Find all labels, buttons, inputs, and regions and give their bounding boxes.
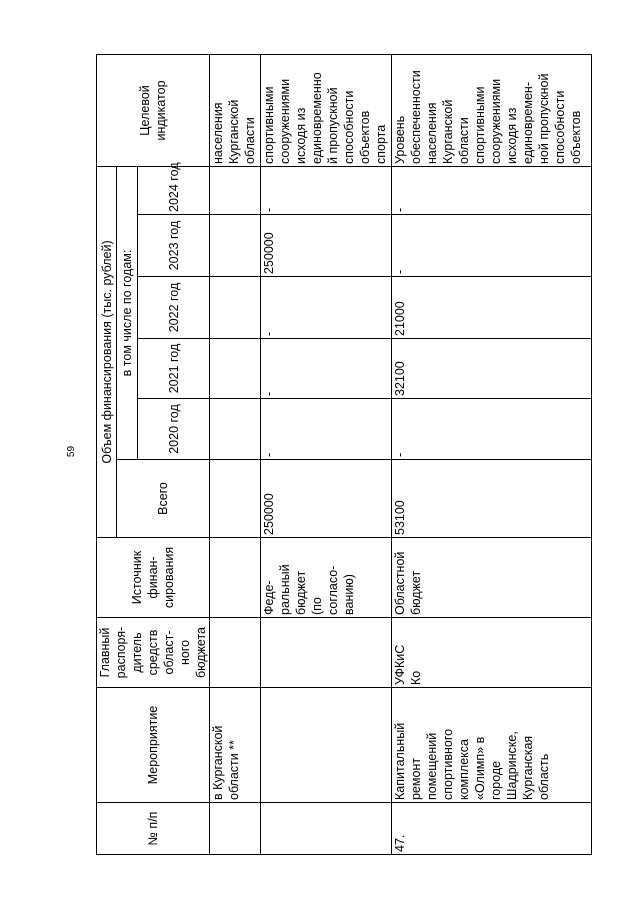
cell-2024: - [261, 166, 392, 214]
header-year-2020: 2020 год [138, 399, 210, 460]
cell-manager: УФКиС Ко [392, 618, 592, 688]
cell-source: Областной бюджет [392, 538, 592, 618]
header-year-2021: 2021 год [138, 339, 210, 399]
cell-2023 [210, 215, 261, 277]
header-by-years: в том числе по годам: [117, 166, 138, 459]
table-row [261, 54, 392, 854]
rotated-table-container [96, 55, 631, 855]
cell-indicator: населения Курганской области [210, 54, 261, 166]
cell-total: 53100 [392, 460, 592, 538]
header-source: Источник финан- сирования [97, 538, 210, 618]
cell-2021: - [261, 339, 392, 399]
cell-2020 [210, 399, 261, 460]
cell-total: 250000 [261, 460, 392, 538]
cell-2022: 21000 [392, 277, 592, 339]
cell-activity: в Курганской области ** [210, 688, 261, 803]
header-main-manager: Главный распоря- дитель средств област- ного бюджета [97, 618, 210, 688]
cell-2022 [210, 277, 261, 339]
cell-num [261, 803, 392, 855]
header-total: Всего [117, 460, 210, 538]
cell-2021: 32100 [392, 339, 592, 399]
cell-num: 47. [392, 803, 592, 855]
cell-source: Феде- ральный бюджет (по согласо- ванию) [261, 538, 392, 618]
header-year-2022: 2022 год [138, 277, 210, 339]
cell-manager [261, 618, 392, 688]
header-num: № п/п [97, 803, 210, 855]
header-activity: Мероприятие [97, 688, 210, 803]
cell-2020: - [261, 399, 392, 460]
cell-2022: - [261, 277, 392, 339]
cell-2020: - [392, 399, 592, 460]
cell-indicator: Уровень обеспеченности населения Курганской области спортивными сооружениями исходя из единовремен- ной пропускной способности объектов [392, 54, 592, 166]
header-indicator: Целевой индикатор [97, 54, 210, 166]
cell-indicator: спортивными сооружениями исходя из единовременно й пропускной способности объектов спорта [261, 54, 392, 166]
cell-total [210, 460, 261, 538]
cell-source [210, 538, 261, 618]
table-row [392, 54, 592, 854]
header-funding: Объем финансирования (тыс. рублей) [97, 166, 117, 537]
cell-num [210, 803, 261, 855]
cell-2024 [210, 166, 261, 214]
cell-2023: - [392, 215, 592, 277]
page-number: 59 [66, 445, 78, 458]
table-row [210, 54, 261, 854]
cell-2024: - [392, 166, 592, 214]
header-year-2024: 2024 год [138, 166, 210, 214]
cell-2023: 250000 [261, 215, 392, 277]
cell-activity: Капитальный ремонт помещений спортивного комплекса «Олимп» в городе Шадринске, Курганская область [392, 688, 592, 803]
cell-activity [261, 688, 392, 803]
cell-manager [210, 618, 261, 688]
cell-2021 [210, 339, 261, 399]
funding-table [96, 54, 592, 855]
header-year-2023: 2023 год [138, 215, 210, 277]
